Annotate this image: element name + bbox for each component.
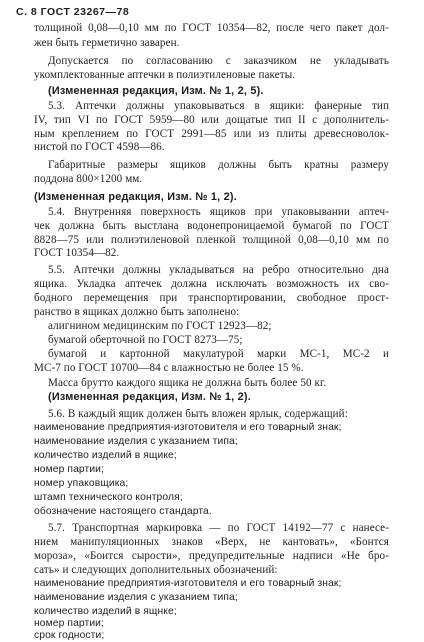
- list-item: количество изделий в ящнке;: [34, 606, 177, 617]
- text-line: бодного перемещения при транспортировании, свободное прост-: [34, 292, 389, 304]
- text-line: чек должна быть выстлана водонепроницаемой бумагой по ГОСТ: [34, 220, 389, 232]
- list-item: наименование предприятия-изготовителя и его товарный знак;: [34, 578, 342, 589]
- text-line: сать» и следующих дополнительных обозначений:: [34, 564, 278, 576]
- list-item: бумагой и картонной макулатурой марки МС-1, МС-2 и: [48, 348, 389, 360]
- text-line: 8828—75 или полиэтиленовой пленкой толщиной 0,08—0,10 мм по: [34, 234, 389, 246]
- list-item: алигнином медицинским по ГОСТ 12923—82;: [48, 320, 272, 332]
- text-line: толщиной 0,08—0,10 мм по ГОСТ 10354—82, после чего пакет дол-: [34, 22, 389, 34]
- page-header: С. 8 ГОСТ 23267—78: [16, 6, 130, 18]
- list-item: бумагой оберточной по ГОСТ 8273—75;: [48, 334, 243, 346]
- list-item: номер партии;: [34, 618, 104, 629]
- text-line: Допускается по согласованию с заказчиком не укладывать: [48, 55, 389, 67]
- text-line: мороза», «Боится сырости», предупредительные надписи «Не бро-: [34, 550, 389, 562]
- list-item: наименование изделия с указанием типа;: [34, 436, 238, 447]
- list-item: количество изделий в ящике;: [34, 450, 177, 461]
- amendment-note: (Измененная редакция, Изм. № 1, 2).: [48, 391, 251, 403]
- list-item: обозначение настоящего стандарта.: [34, 506, 212, 517]
- list-item: номер партии;: [34, 464, 104, 475]
- text-line: Масса брутто каждого ящика не должна быть более 50 кг.: [48, 377, 327, 389]
- text-line: ящика. Укладка аптечек должна исключать возможность их сво-: [34, 278, 389, 290]
- text-line: 5.3. Аптечки должны упаковываться в ящики: фанерные тип: [48, 100, 389, 112]
- text-line: нистой по ГОСТ 4598—86.: [34, 141, 165, 153]
- text-line: ГОСТ 10354—82.: [34, 247, 120, 259]
- list-item: срок годности;: [34, 630, 105, 641]
- text-line: ранство в ящиках должно быть заполнено:: [34, 306, 240, 318]
- text-line: 5.6. В каждый ящик должен быть вложен ярлык, содержащий:: [48, 408, 348, 420]
- list-item: номер упаковщика;: [34, 478, 129, 489]
- text-line: нием манипуляционных знаков «Верх, не кантовать», «Бонтся: [34, 536, 389, 548]
- text-line: укомплектованные аптечки в полиэтиленовые пакеты.: [34, 69, 296, 81]
- text-line: поддона 800×1200 мм.: [34, 173, 143, 185]
- list-item: наименование изделия с указанием типа;: [34, 592, 238, 603]
- list-item: штамп технического контроля;: [34, 492, 183, 503]
- amendment-note: (Измененная редакция, Изм. № 1, 2).: [34, 191, 237, 203]
- text-line: 5.7. Транспортная маркировка — по ГОСТ 14192—77 с нанесе-: [48, 522, 389, 534]
- list-item: наименование предприятия-изготовителя и его товарный знак;: [34, 422, 342, 433]
- text-line: МС-7 по ГОСТ 10700—84 с влажностью не более 15 %.: [34, 362, 304, 374]
- amendment-note: (Измененная редакция, Изм. № 1, 2, 5).: [48, 85, 264, 97]
- text-line: 5.4. Внутренняя поверхность ящиков при упаковывании аптеч-: [48, 206, 389, 218]
- text-line: жен быть герметично заварен.: [34, 37, 180, 49]
- text-line: ным креплением по ГОСТ 2991—85 или из плиты древесноволок-: [34, 128, 389, 140]
- text-line: 5.5. Аптечки должны укладываться на ребро относительно дна: [48, 264, 389, 276]
- text-line: IV, тип VI по ГОСТ 5959—80 или дощатые тип II с дополнитель-: [34, 114, 389, 126]
- text-line: Габаритные размеры ящиков должны быть кратны размеру: [48, 159, 389, 171]
